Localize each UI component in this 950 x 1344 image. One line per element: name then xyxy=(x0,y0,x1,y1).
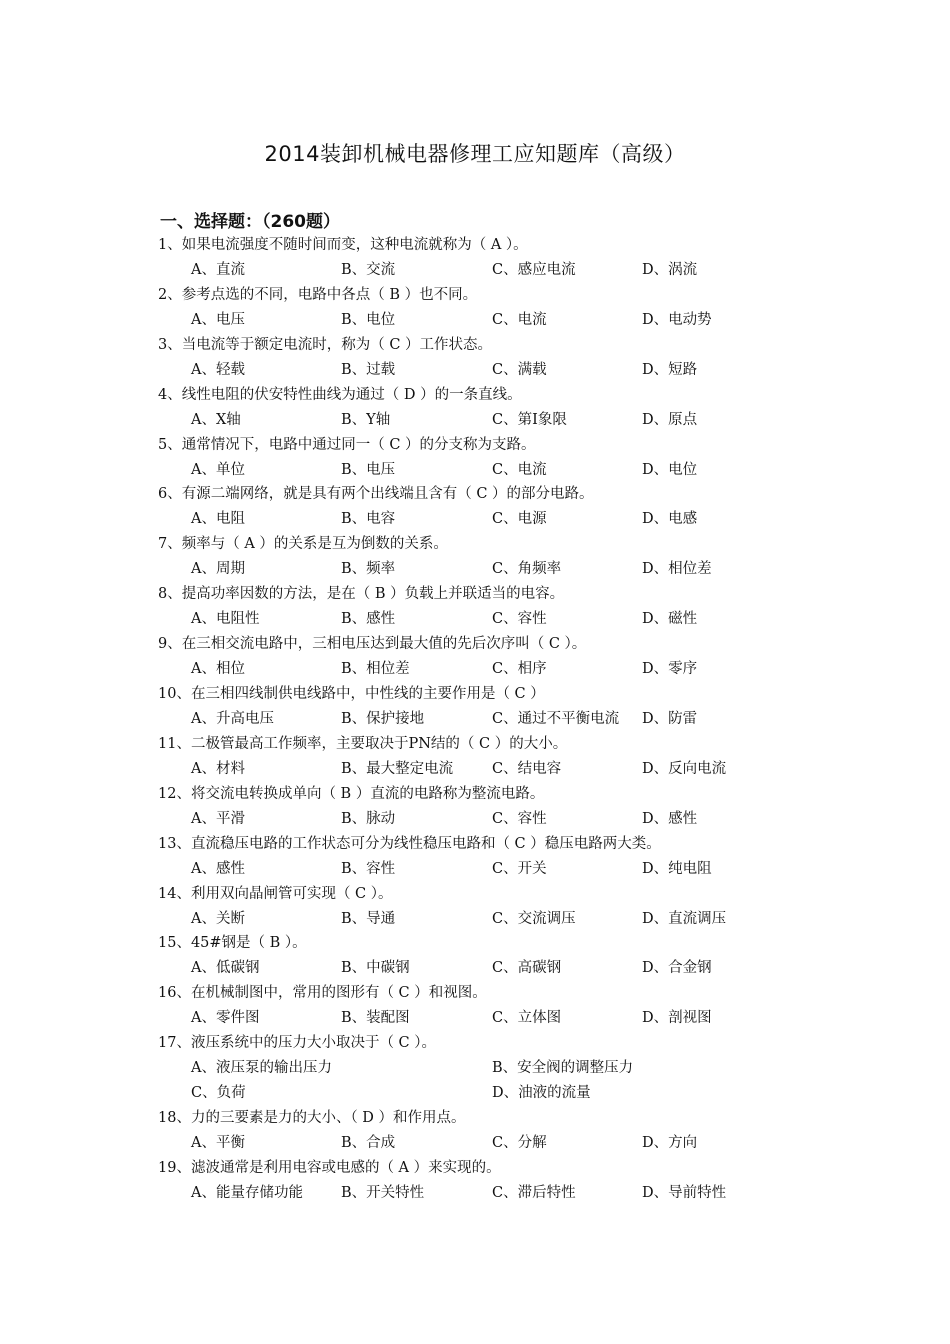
question-stem: 7、频率与（ A ）的关系是互为倒数的关系。 xyxy=(158,536,448,553)
answer-option: B、开关特性 xyxy=(341,1184,425,1201)
answer-option: A、关断 xyxy=(191,910,245,927)
option-row xyxy=(158,1006,918,1031)
question-stem: 18、力的三要素是力的大小、（ D ）和作用点。 xyxy=(158,1110,466,1127)
answer-option: D、反向电流 xyxy=(642,760,727,777)
question-stem: 9、在三相交流电路中，三相电压达到最大值的先后次序叫（ C ）。 xyxy=(158,636,587,653)
answer-option: C、感应电流 xyxy=(492,261,576,278)
answer-option: C、高碳钢 xyxy=(492,960,562,977)
answer-option: A、液压泵的输出压力 xyxy=(191,1060,332,1077)
question-stem: 15、45#钢是（ B ）。 xyxy=(158,935,307,952)
question-stem: 14、利用双向晶闸管可实现（ C ）。 xyxy=(158,885,393,902)
answer-option: C、开关 xyxy=(492,860,547,877)
answer-option: B、电容 xyxy=(341,511,396,528)
document-title: 2014装卸机械电器修理工应知题库（高级） xyxy=(264,142,686,166)
answer-option: A、单位 xyxy=(191,461,245,478)
answer-option: A、平滑 xyxy=(191,810,245,827)
answer-option: A、X轴 xyxy=(191,411,241,428)
question-item xyxy=(158,383,918,433)
question-stem: 10、在三相四线制供电线路中，中性线的主要作用是（ C ） xyxy=(158,686,545,703)
answer-option: A、升高电压 xyxy=(191,710,274,727)
question-stem: 19、滤波通常是利用电容或电感的（ A ）来实现的。 xyxy=(158,1159,501,1176)
answer-option: B、过载 xyxy=(341,361,396,378)
question-item xyxy=(158,1031,918,1106)
answer-option: C、滞后特性 xyxy=(492,1184,576,1201)
option-row xyxy=(158,1056,918,1081)
answer-option: A、材料 xyxy=(191,760,245,777)
answer-option: D、剖视图 xyxy=(642,1010,712,1027)
answer-option: D、电动势 xyxy=(642,311,712,328)
answer-option: A、电阻 xyxy=(191,511,245,528)
question-stem: 6、有源二端网络，就是具有两个出线端且含有（ C ）的部分电路。 xyxy=(158,486,594,503)
answer-option: D、零序 xyxy=(642,661,698,678)
answer-option: C、负荷 xyxy=(191,1085,246,1102)
question-item xyxy=(158,882,918,932)
answer-option: B、脉动 xyxy=(341,810,396,827)
answer-option: D、电感 xyxy=(642,511,698,528)
answer-option: D、原点 xyxy=(642,411,698,428)
answer-option: C、第Ⅰ象限 xyxy=(492,411,567,428)
section-heading: 一、选择题：（260题） xyxy=(160,212,340,232)
question-item xyxy=(158,931,918,981)
answer-option: C、通过不平衡电流 xyxy=(492,710,620,727)
answer-option: B、合成 xyxy=(341,1134,396,1151)
answer-option: C、立体图 xyxy=(492,1010,562,1027)
option-row xyxy=(158,607,918,632)
question-stem: 1、如果电流强度不随时间而变，这种电流就称为（ A ）。 xyxy=(158,237,528,253)
answer-option: D、短路 xyxy=(642,361,698,378)
question-item xyxy=(158,632,918,682)
answer-option: D、导前特性 xyxy=(642,1184,727,1201)
option-row xyxy=(158,657,918,682)
answer-option: B、安全阀的调整压力 xyxy=(492,1060,634,1077)
answer-option: D、相位差 xyxy=(642,561,712,578)
answer-option: A、平衡 xyxy=(191,1134,245,1151)
answer-option: D、纯电阻 xyxy=(642,860,712,877)
answer-option: C、交流调压 xyxy=(492,910,576,927)
question-item xyxy=(158,682,918,732)
answer-option: D、防雷 xyxy=(642,710,698,727)
question-stem: 13、直流稳压电路的工作状态可分为线性稳压电路和（ C ）稳压电路两大类。 xyxy=(158,835,661,852)
question-item xyxy=(158,433,918,483)
answer-option: C、结电容 xyxy=(492,760,562,777)
option-row xyxy=(158,956,918,981)
option-row xyxy=(158,707,918,732)
option-row xyxy=(158,857,918,882)
answer-option: B、容性 xyxy=(341,860,396,877)
question-item xyxy=(158,1156,918,1206)
answer-option: B、中碳钢 xyxy=(341,960,410,977)
answer-option: D、磁性 xyxy=(642,611,698,628)
question-stem: 4、线性电阻的伏安特性曲线为通过（ D ）的一条直线。 xyxy=(158,386,522,403)
question-stem: 3、当电流等于额定电流时，称为（ C ）工作状态。 xyxy=(158,336,493,353)
answer-option: D、涡流 xyxy=(642,261,698,278)
answer-option: B、交流 xyxy=(341,261,396,278)
option-row xyxy=(158,308,918,333)
answer-option: C、角频率 xyxy=(492,561,562,578)
answer-option: C、容性 xyxy=(492,810,547,827)
option-row xyxy=(158,1181,918,1206)
answer-option: C、满载 xyxy=(492,361,547,378)
answer-option: D、油液的流量 xyxy=(492,1085,591,1102)
answer-option: A、电压 xyxy=(191,311,245,328)
option-row xyxy=(158,258,918,283)
answer-option: B、电压 xyxy=(341,461,396,478)
answer-option: C、电流 xyxy=(492,311,547,328)
question-item xyxy=(158,532,918,582)
answer-option: C、分解 xyxy=(492,1134,547,1151)
question-stem: 12、将交流电转换成单向（ B ）直流的电路称为整流电路。 xyxy=(158,785,545,802)
option-row xyxy=(158,1131,918,1156)
question-item xyxy=(158,832,918,882)
answer-option: D、直流调压 xyxy=(642,910,727,927)
question-stem: 5、通常情况下，电路中通过同一（ C ）的分支称为支路。 xyxy=(158,436,536,453)
answer-option: B、导通 xyxy=(341,910,396,927)
answer-option: A、零件图 xyxy=(191,1010,260,1027)
question-stem: 2、参考点选的不同，电路中各点（ B ）也不同。 xyxy=(158,286,478,303)
answer-option: C、电流 xyxy=(492,461,547,478)
option-row xyxy=(158,507,918,532)
answer-option: B、保护接地 xyxy=(341,710,425,727)
question-item xyxy=(158,732,918,782)
question-item xyxy=(158,1106,918,1156)
answer-option: C、相序 xyxy=(492,661,547,678)
question-stem: 17、液压系统中的压力大小取决于（ C ）。 xyxy=(158,1035,437,1052)
question-item xyxy=(158,233,918,283)
answer-option: A、电阻性 xyxy=(191,611,260,628)
option-row xyxy=(158,757,918,782)
answer-option: D、电位 xyxy=(642,461,698,478)
option-row xyxy=(158,807,918,832)
answer-option: A、低碳钢 xyxy=(191,960,260,977)
option-row xyxy=(158,557,918,582)
answer-option: B、装配图 xyxy=(341,1010,410,1027)
answer-option: B、最大整定电流 xyxy=(341,760,454,777)
answer-option: C、容性 xyxy=(492,611,547,628)
option-row xyxy=(158,358,918,383)
answer-option: A、能量存储功能 xyxy=(191,1184,303,1201)
option-row xyxy=(158,1081,918,1106)
answer-option: B、相位差 xyxy=(341,661,410,678)
answer-option: A、轻载 xyxy=(191,361,245,378)
question-stem: 8、提高功率因数的方法，是在（ B ）负载上并联适当的电容。 xyxy=(158,586,565,603)
question-stem: 16、在机械制图中，常用的图形有（ C ）和视图。 xyxy=(158,985,487,1002)
option-row xyxy=(158,458,918,483)
option-row xyxy=(158,408,918,433)
answer-option: B、Y轴 xyxy=(341,411,391,428)
question-stem: 11、二极管最高工作频率，主要取决于PN结的（ C ）的大小。 xyxy=(158,735,568,752)
answer-option: B、感性 xyxy=(341,611,396,628)
answer-option: B、电位 xyxy=(341,311,396,328)
answer-option: D、方向 xyxy=(642,1134,698,1151)
answer-option: A、直流 xyxy=(191,261,245,278)
question-item xyxy=(158,283,918,333)
question-item xyxy=(158,582,918,632)
question-item xyxy=(158,482,918,532)
question-item xyxy=(158,333,918,383)
question-item xyxy=(158,981,918,1031)
answer-option: A、周期 xyxy=(191,561,245,578)
question-list xyxy=(158,233,918,1206)
answer-option: D、合金钢 xyxy=(642,960,712,977)
answer-option: C、电源 xyxy=(492,511,547,528)
question-item xyxy=(158,782,918,832)
answer-option: B、频率 xyxy=(341,561,396,578)
answer-option: A、感性 xyxy=(191,860,245,877)
answer-option: D、感性 xyxy=(642,810,698,827)
option-row xyxy=(158,907,918,932)
answer-option: A、相位 xyxy=(191,661,245,678)
